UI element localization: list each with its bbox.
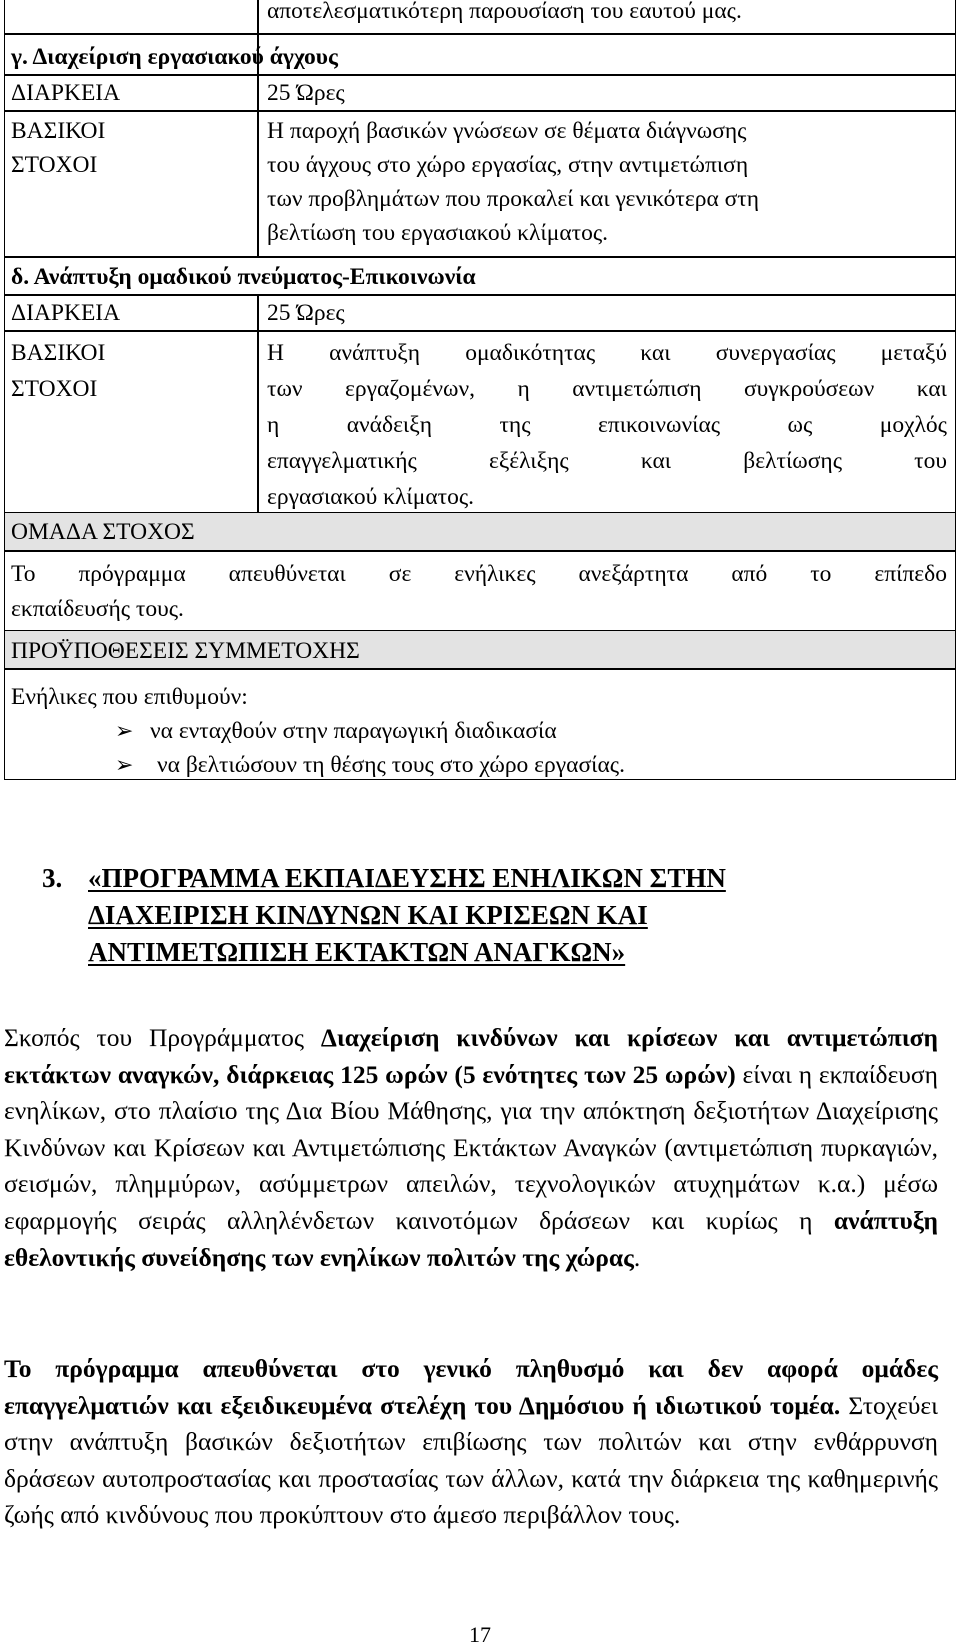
- column-divider: [257, 0, 259, 257]
- page-number: 17: [469, 1622, 491, 1647]
- section-g-duration-value: 25 Ώρες: [267, 80, 345, 106]
- row-rule: [5, 33, 955, 35]
- section-d-goals-line: των εργαζομένων, η αντιμετώπιση συγκρούσεων και: [267, 376, 947, 402]
- section-d-goals-line: εργασιακού κλίματος.: [267, 484, 475, 510]
- row-rule: [5, 74, 955, 76]
- section-d-goals-label: ΒΑΣΙΚΟΙ: [11, 340, 106, 366]
- section-d-goals-line: Η ανάπτυξη ομαδικότητας και συνεργασίας μεταξύ: [267, 340, 947, 366]
- target-group-text: εκπαίδευσής τους.: [11, 596, 184, 622]
- prerequisites-bullet: να ενταχθούν στην παραγωγική διαδικασία: [150, 718, 557, 744]
- section-d-goals-line: επαγγελματικής εξέλιξης και βελτίωσης του: [267, 448, 947, 474]
- program-table: [4, 0, 956, 780]
- target-group-text: Το πρόγραμμα απευθύνεται σε ενήλικες ανεξάρτητα από το επίπεδο: [11, 561, 947, 587]
- program-number: 3.: [42, 863, 63, 893]
- section-g-duration-label: ΔΙΑΡΚΕΙΑ: [11, 80, 121, 106]
- row-rule: [5, 550, 955, 552]
- program-title-line: ΑΝΤΙΜΕΤΩΠΙΣΗ ΕΚΤΑΚΤΩΝ ΑΝΑΓΚΩΝ»: [88, 937, 626, 967]
- prerequisites-intro: Ενήλικες που επιθυμούν:: [11, 684, 248, 710]
- prerequisites-bullet: να βελτιώσουν τη θέσης τους στο χώρο εργασίας.: [157, 752, 625, 778]
- intro-tail-text: αποτελεσματικότερη παρουσίαση του εαυτού μας.: [267, 0, 742, 24]
- section-g-goals-line: του άγχους στο χώρο εργασίας, στην αντιμετώπιση: [267, 152, 749, 178]
- program-title-line: «ΠΡΟΓΡΑΜΜΑ ΕΚΠΑΙΔΕΥΣΗΣ ΕΝΗΛΙΚΩΝ ΣΤΗΝ: [88, 863, 726, 893]
- prerequisites-heading: ΠΡΟΫΠΟΘΕΣΕΙΣ ΣΥΜΜΕΤΟΧΗΣ: [11, 638, 360, 664]
- section-g-goals-label: ΣΤΟΧΟΙ: [11, 152, 98, 178]
- section-g-goals-line: Η παροχή βασικών γνώσεων σε θέματα διάγνωσης: [267, 118, 747, 144]
- section-d-duration-label: ΔΙΑΡΚΕΙΑ: [11, 300, 121, 326]
- row-rule: [5, 668, 955, 670]
- section-g-title: γ. Διαχείριση εργασιακού άγχους: [11, 44, 338, 70]
- section-g-goals-line: βελτίωση του εργασιακού κλίματος.: [267, 220, 609, 246]
- row-rule: [5, 330, 955, 332]
- section-d-title: δ. Ανάπτυξη ομαδικού πνεύματος-Επικοινωνία: [11, 264, 476, 290]
- row-rule: [5, 110, 955, 112]
- section-g-goals-line: των προβλημάτων που προκαλεί και γενικότερα στη: [267, 186, 760, 212]
- row-rule: [5, 256, 955, 258]
- section-d-duration-value: 25 Ώρες: [267, 300, 345, 326]
- section-g-goals-label: ΒΑΣΙΚΟΙ: [11, 118, 106, 144]
- target-group-heading: ΟΜΑΔΑ ΣΤΟΧΟΣ: [11, 519, 195, 545]
- section-d-goals-label: ΣΤΟΧΟΙ: [11, 376, 98, 402]
- program-title-line: ΔΙΑΧΕΙΡΙΣΗ ΚΙΝΔΥΝΩΝ ΚΑΙ ΚΡΙΣΕΩΝ ΚΑΙ: [88, 900, 648, 930]
- arrow-bullet-icon: ➢: [115, 752, 134, 777]
- row-rule: [5, 294, 955, 296]
- arrow-bullet-icon: ➢: [115, 718, 134, 743]
- program-audience-paragraph: Το πρόγραμμα απευθύνεται στο γενικό πληθυσμό και δεν αφορά ομάδες επαγγελματιών και εξειδικευμένα στελέχη του Δημόσιου ή ιδιωτικού τομέα. Στοχεύει στην ανάπτυξη βασικών δεξιοτήτων επιβίωσης των πολιτών και στην ενθάρρυνση δράσεων αυτοπροστασίας και προστασίας των άλλων, κατά την διάρκεια της καθημερινής ζωής από κινδύνους που προκύπτουν στο άμεσο περιβάλλον τους.: [4, 1354, 938, 1530]
- section-d-goals-line: η ανάδειξη της επικοινωνίας ως μοχλός: [267, 412, 947, 438]
- program-purpose-paragraph: Σκοπός του Προγράμματος Διαχείριση κινδύνων και κρίσεων και αντιμετώπιση εκτάκτων αναγκών, διάρκειας 125 ωρών (5 ενότητες των 25 ωρών) είναι η εκπαίδευση ενηλίκων, στο πλαίσιο της Δια Βίου Μάθησης, για την απόκτηση δεξιοτήτων Διαχείρισης Κινδύνων και Κρίσεων και Αντιμετώπισης Εκτάκτων Αναγκών (αντιμετώπιση πυρκαγιών, σεισμών, πλημμύρων, ασύμμετρων απειλών, τεχνολογικών ατυχημάτων κ.α.) μέσω εφαρμογής σειράς αλληλένδετων καινοτόμων δράσεων και κυρίως η ανάπτυξη εθελοντικής συνείδησης των ενηλίκων πολιτών της χώρας.: [4, 1023, 938, 1272]
- column-divider: [257, 294, 259, 512]
